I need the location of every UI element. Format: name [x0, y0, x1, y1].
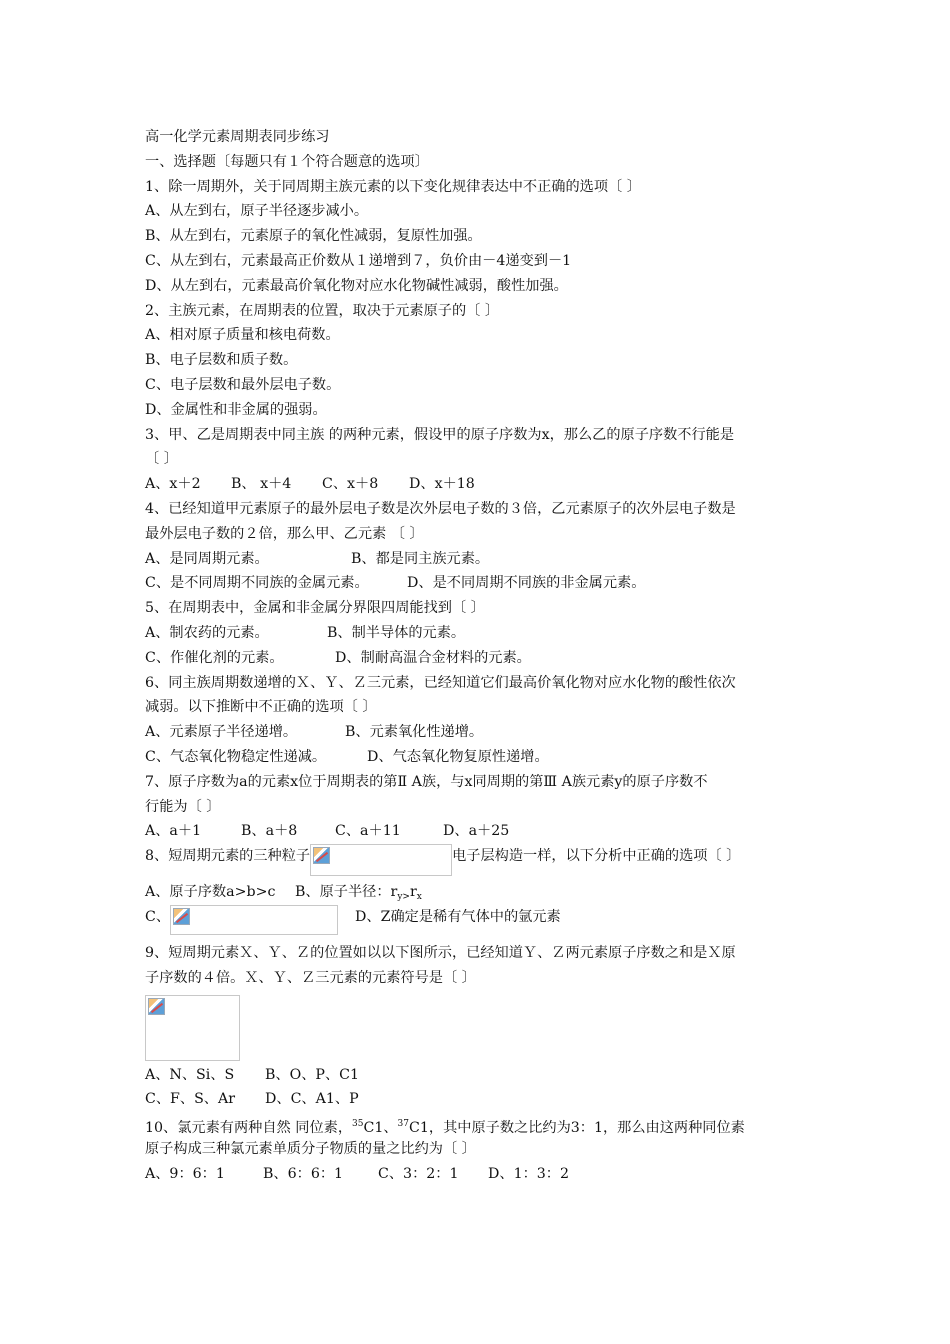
q7-options	[145, 819, 810, 844]
q8-options-cd	[145, 905, 810, 941]
q9-periodic-table-figure	[145, 995, 240, 1061]
q1-option-c: C、从左到右，元素最高正价数从１递增到７，负价由－4递变到－1	[145, 252, 572, 269]
q3-stem-line1: 3、甲、乙是周期表中同主族 的两种元素，假设甲的原子序数为x，那么乙的原子序数不行能是	[145, 426, 735, 443]
q8-stem-prefix: 8、短周期元素的三种粒子	[145, 848, 311, 865]
section-heading: 一、选择题〔每题只有１个符合题意的选项〕	[145, 153, 429, 170]
q9-option-b: B、O、P、C1	[265, 1066, 360, 1083]
q3-option-d: D、x＋18	[409, 476, 475, 493]
q10-isotope-mass-37: 37	[397, 1119, 409, 1130]
q10-option-d: D、1：3：2	[488, 1165, 570, 1182]
q5-option-c: C、作催化剂的元素。	[145, 649, 284, 666]
q6-option-b: B、元素氧化性递增。	[345, 724, 484, 741]
broken-image-icon	[173, 908, 190, 925]
q8-particles-image	[310, 844, 452, 876]
q8-options-ab	[145, 880, 810, 905]
q7-stem-line2: 行能为〔 〕	[145, 798, 221, 815]
q5-options-cd	[145, 646, 810, 671]
q10-stem-text-b: C1，其中原子数之比约为3：1，那么由这两种同位素	[409, 1120, 745, 1137]
q6-options-ab	[145, 720, 810, 745]
q3-stem-line2: 〔 〕	[145, 451, 178, 468]
document-title: 高一化学元素周期表同步练习	[145, 129, 330, 145]
q10-stem-text-a: 10、氯元素有两种自然 同位素，	[145, 1120, 353, 1137]
q4-option-a: A、是同周期元素。	[145, 550, 269, 567]
q5-option-d: D、制耐高温合金材料的元素。	[335, 649, 531, 666]
q2-option-d: D、金属性和非金属的强弱。	[145, 401, 327, 418]
q1-stem: 1、除一周期外，关于同周期主族元素的以下变化规律表达中不正确的选项〔 〕	[145, 178, 641, 195]
q10-stem-line1	[145, 1112, 810, 1137]
q8-option-b-text: B、原子半径：r	[295, 884, 398, 901]
q6-option-d: D、气态氧化物复原性递增。	[367, 748, 549, 765]
q10-option-c: C、3：2：1	[378, 1165, 459, 1182]
q8-option-b-r: r	[409, 884, 417, 901]
q1-option-d: D、从左到右，元素最高价氧化物对应水化物碱性减弱，酸性加强。	[145, 277, 568, 294]
q4-stem-line1: 4、已经知道甲元素原子的最外层电子数是次外层电子数的３倍，乙元素原子的次外层电子数是	[145, 500, 736, 517]
q9-option-d: D、C、A1、P	[265, 1091, 359, 1108]
q10-option-b: B、6：6：1	[263, 1165, 344, 1182]
q2-option-b: B、电子层数和质子数。	[145, 352, 298, 369]
q3-option-b: B、 x＋4	[231, 476, 292, 493]
q3-option-a: A、x＋2	[145, 476, 201, 493]
q10-stem-line2: 原子构成三种氯元素单质分子物质的量之比约为〔 〕	[145, 1140, 476, 1157]
q7-option-b: B、a＋8	[241, 823, 298, 840]
q8-stem-suffix: 电子层构造一样，以下分析中正确的选项〔 〕	[452, 848, 741, 865]
q6-option-a: A、元素原子半径递增。	[145, 724, 298, 741]
q10-isotope-mass-35: 35	[352, 1119, 364, 1130]
q8-option-c-label: C、	[145, 908, 171, 925]
q6-stem-line1: 6、同主族周期数递增的Ｘ、Ｙ、Ｚ三元素，已经知道它们最高价氧化物对应水化物的酸性依次	[145, 674, 736, 691]
q5-option-a: A、制农药的元素。	[145, 624, 269, 641]
q10-option-a: A、9：6：1	[145, 1165, 225, 1182]
q9-stem-line1: 9、短周期元素Ｘ、Ｙ、Ｚ的位置如以以下图所示，已经知道Ｙ、Ｚ两元素原子序数之和是Ｘ原	[145, 944, 736, 961]
q4-option-d: D、是不同周期不同族的非金属元素。	[407, 575, 646, 592]
q8-option-b-sub-y: y>	[397, 892, 410, 903]
q2-stem: 2、主族元素，在周期表的位置，取决于元素原子的〔 〕	[145, 302, 500, 319]
q9-options-ab	[145, 1063, 810, 1088]
document-page	[145, 125, 810, 1186]
q5-stem: 5、在周期表中，金属和非金属分界限四周能找到〔 〕	[145, 600, 485, 617]
q4-options-cd	[145, 571, 810, 596]
q9-option-a: A、N、Si、S	[145, 1066, 235, 1083]
q2-option-c: C、电子层数和最外层电子数。	[145, 376, 341, 393]
q2-option-a: A、相对原子质量和核电荷数。	[145, 327, 340, 344]
q4-option-c: C、是不同周期不同族的金属元素。	[145, 575, 369, 592]
q3-option-c: C、x＋8	[322, 476, 379, 493]
q7-option-c: C、a＋11	[335, 823, 401, 840]
q4-options-ab	[145, 547, 810, 572]
q7-option-d: D、a＋25	[443, 823, 510, 840]
q10-isotope-1: C1、	[363, 1120, 398, 1137]
q6-stem-line2: 减弱。以下推断中不正确的选项〔 〕	[145, 699, 377, 716]
q8-option-b-sub-x: x	[416, 892, 422, 903]
q6-option-c: C、气态氧化物稳定性递减。	[145, 748, 327, 765]
q9-options-cd	[145, 1087, 810, 1112]
q8-stem	[145, 844, 810, 880]
q9-stem-line2: 子序数的４倍。Ｘ、Ｙ、Ｚ三元素的元素符号是〔 〕	[145, 969, 476, 986]
q8-option-d: D、Z确定是稀有气体中的氩元素	[355, 908, 561, 925]
q1-option-a: A、从左到右，原子半径逐步减小。	[145, 203, 369, 220]
q7-option-a: A、a＋1	[145, 823, 202, 840]
q9-option-c: C、F、S、Ar	[145, 1091, 236, 1108]
q4-stem-line2: 最外层电子数的２倍，那么甲、乙元素 〔 〕	[145, 525, 424, 542]
q8-option-b	[295, 884, 422, 903]
q10-options	[145, 1162, 810, 1187]
q1-option-b: B、从左到右，元素原子的氧化性减弱，复原性加强。	[145, 228, 482, 245]
q5-options-ab	[145, 621, 810, 646]
broken-image-icon	[148, 998, 165, 1015]
q6-options-cd	[145, 745, 810, 770]
q4-option-b: B、都是同主族元素。	[351, 550, 490, 567]
q8-option-c-image	[170, 905, 338, 935]
q3-options	[145, 472, 810, 497]
q7-stem-line1: 7、原子序数为a的元素x位于周期表的第Ⅱ A族，与x同周期的第Ⅲ A族元素y的原子序数不	[145, 773, 708, 790]
broken-image-icon	[313, 847, 330, 864]
q5-option-b: B、制半导体的元素。	[327, 624, 466, 641]
q8-option-a: A、原子序数a>b>c	[145, 884, 276, 901]
q9-figure-row	[145, 991, 810, 1063]
